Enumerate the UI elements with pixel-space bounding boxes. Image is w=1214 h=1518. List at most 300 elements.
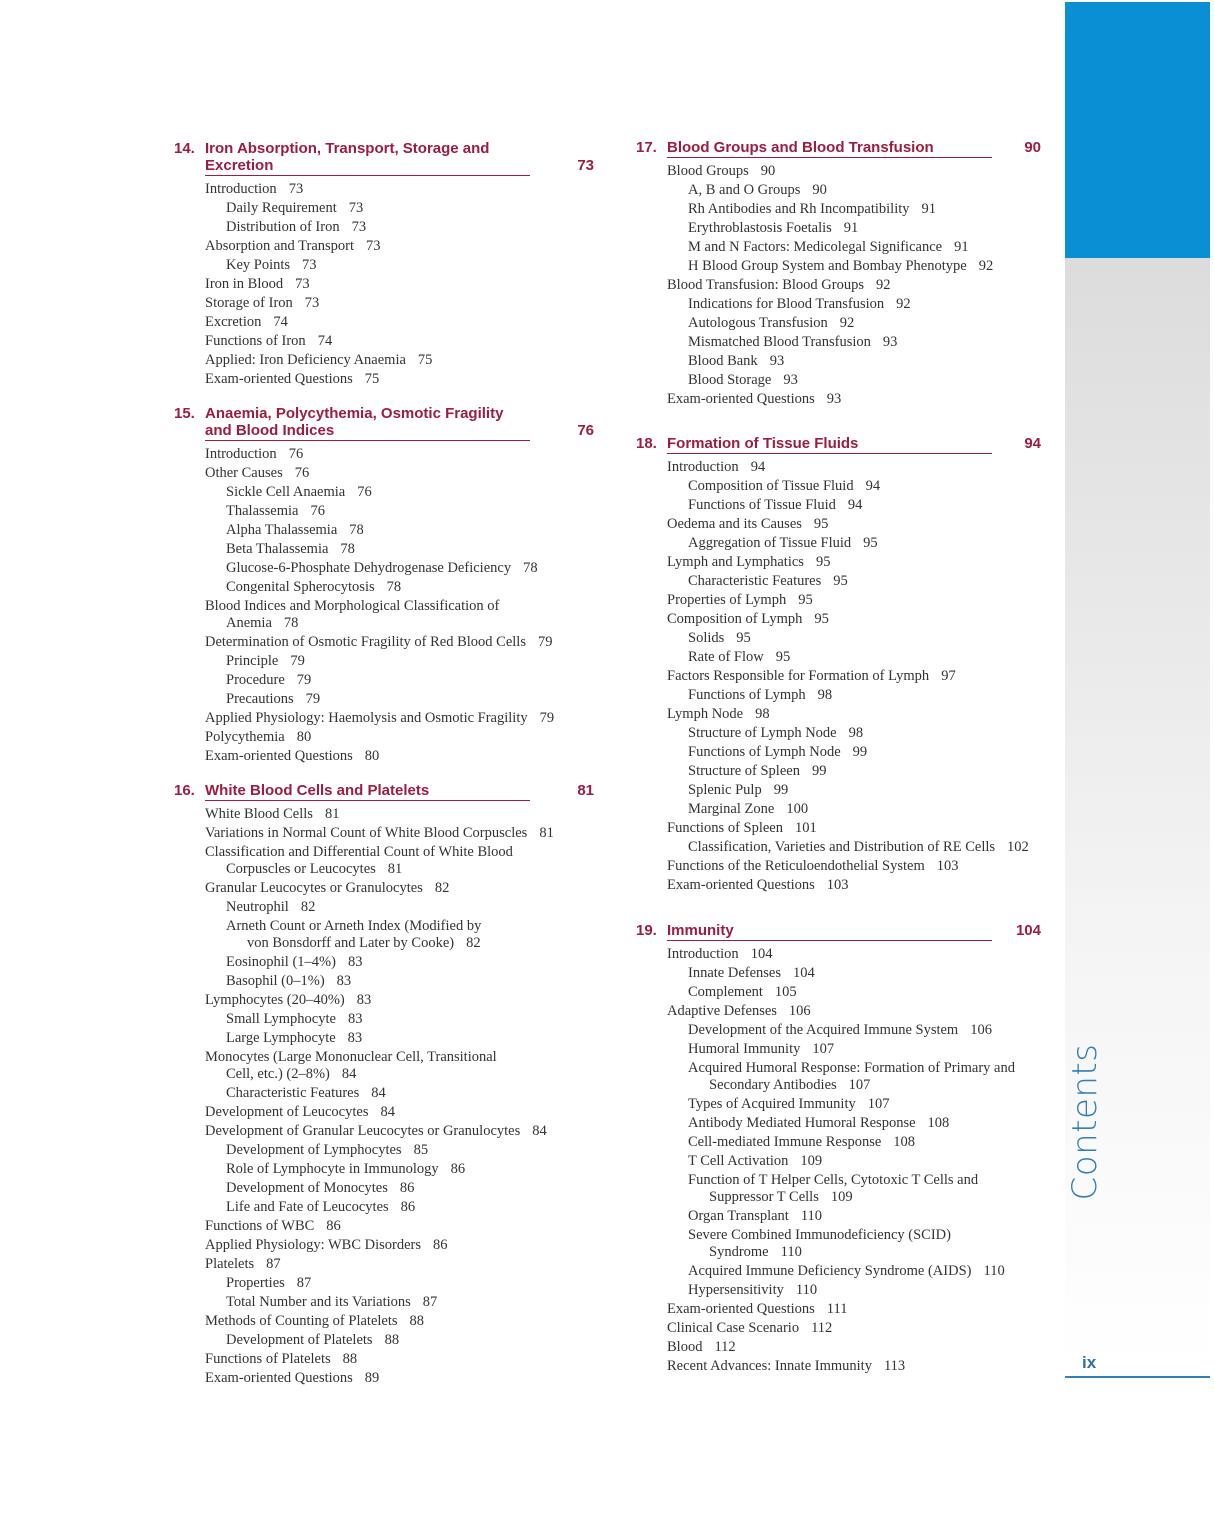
toc-entry[interactable] bbox=[205, 825, 594, 842]
toc-entry-title: Innate Defenses bbox=[688, 965, 781, 981]
toc-entry[interactable] bbox=[667, 573, 1041, 590]
toc-entry-page: 74 bbox=[317, 333, 333, 349]
toc-entry-title: A, B and O Groups bbox=[688, 182, 801, 198]
toc-entry-page: 79 bbox=[305, 691, 321, 707]
toc-entry-title: Iron in Blood bbox=[205, 276, 284, 292]
toc-entry[interactable] bbox=[667, 782, 1041, 799]
toc-entry[interactable] bbox=[205, 1011, 594, 1028]
toc-entry[interactable] bbox=[205, 522, 594, 539]
toc-entry[interactable] bbox=[205, 1332, 594, 1349]
toc-entry[interactable] bbox=[667, 801, 1041, 818]
toc-entry[interactable] bbox=[205, 1256, 594, 1273]
toc-entry-page: 86 bbox=[433, 1237, 448, 1253]
toc-entry[interactable] bbox=[667, 1208, 1041, 1225]
toc-entry-title: Structure of Spleen bbox=[688, 763, 800, 779]
toc-entry-page: 106 bbox=[788, 1003, 811, 1019]
toc-entry[interactable] bbox=[205, 880, 594, 897]
toc-entry-title: Small Lymphocyte bbox=[226, 1011, 336, 1027]
toc-entry[interactable] bbox=[667, 239, 1041, 256]
toc-entry[interactable] bbox=[205, 1104, 594, 1121]
toc-entry[interactable] bbox=[667, 839, 1041, 856]
toc-entry-page: 86 bbox=[450, 1161, 466, 1177]
toc-entry[interactable] bbox=[667, 372, 1041, 389]
toc-entry-title: Blood Transfusion: Blood Groups bbox=[667, 277, 864, 293]
toc-entry-page: 86 bbox=[400, 1199, 416, 1215]
toc-entry[interactable] bbox=[667, 1003, 1041, 1020]
toc-entry-page: 82 bbox=[466, 935, 481, 951]
toc-entry-title: Properties bbox=[226, 1275, 285, 1291]
toc-entry-title: Lymphocytes (20–40%) bbox=[205, 992, 345, 1008]
side-tab-blue-band bbox=[1065, 2, 1210, 258]
toc-entry-page: 83 bbox=[336, 973, 352, 989]
toc-entry[interactable] bbox=[205, 1294, 594, 1311]
toc-entry-title: Properties of Lymph bbox=[667, 592, 787, 608]
toc-entry-title: Procedure bbox=[226, 672, 285, 688]
toc-entry-title: Rh Antibodies and Rh Incompatibility bbox=[688, 201, 910, 217]
toc-entry[interactable] bbox=[667, 1282, 1041, 1299]
toc-entry[interactable] bbox=[205, 200, 594, 217]
toc-entry-title: Types of Acquired Immunity bbox=[688, 1096, 856, 1112]
toc-entry[interactable] bbox=[205, 1180, 594, 1197]
toc-entry-title: Acquired Immune Deficiency Syndrome (AIDS) bbox=[688, 1263, 972, 1279]
chapter-page: 81 bbox=[577, 782, 594, 799]
toc-entry[interactable] bbox=[667, 182, 1041, 199]
toc-entry[interactable] bbox=[205, 1085, 594, 1102]
toc-entry-page: 78 bbox=[349, 522, 364, 538]
toc-entry-page: 92 bbox=[896, 296, 911, 312]
toc-entry-title: Principle bbox=[226, 653, 279, 669]
toc-entry-title: Development of Monocytes bbox=[226, 1180, 388, 1196]
toc-entry[interactable] bbox=[205, 899, 594, 916]
toc-entry-page: 100 bbox=[786, 801, 809, 817]
toc-entry-page: 88 bbox=[409, 1313, 425, 1329]
toc-entry[interactable] bbox=[667, 459, 1041, 476]
toc-entry-page: 73 bbox=[366, 238, 381, 254]
toc-entry-page: 88 bbox=[342, 1351, 358, 1367]
toc-entry-title: Solids bbox=[688, 630, 725, 646]
toc-entry[interactable] bbox=[667, 1153, 1041, 1170]
toc-entry[interactable] bbox=[667, 497, 1041, 514]
toc-entry[interactable] bbox=[205, 653, 594, 670]
toc-entry[interactable] bbox=[667, 163, 1041, 180]
toc-entry-page: 87 bbox=[296, 1275, 312, 1291]
toc-entry-page: 76 bbox=[294, 465, 310, 481]
toc-entry[interactable] bbox=[667, 1060, 1041, 1094]
toc-entry-page: 101 bbox=[795, 820, 817, 836]
toc-entry-page: 109 bbox=[830, 1189, 853, 1205]
toc-entry-title: Applied Physiology: WBC Disorders bbox=[205, 1237, 422, 1253]
toc-entry-title: Splenic Pulp bbox=[688, 782, 762, 798]
toc-entry-title: Blood Storage bbox=[688, 372, 772, 388]
toc-entry-page: 108 bbox=[893, 1134, 916, 1150]
toc-entry[interactable] bbox=[205, 446, 594, 463]
toc-entry[interactable] bbox=[205, 181, 594, 198]
chapter-title[interactable]: Blood Groups and Blood Transfusion bbox=[667, 139, 992, 158]
toc-entry-title: Precautions bbox=[226, 691, 294, 707]
toc-entry-page: 103 bbox=[936, 858, 959, 874]
toc-entry-page: 76 bbox=[357, 484, 372, 500]
toc-entry-title: Indications for Blood Transfusion bbox=[688, 296, 885, 312]
toc-entry-page: 95 bbox=[833, 573, 848, 589]
toc-entry-page: 91 bbox=[921, 201, 937, 217]
toc-entry-title: Humoral Immunity bbox=[688, 1041, 801, 1057]
toc-entry-page: 93 bbox=[769, 353, 785, 369]
chapter-page: 90 bbox=[1024, 139, 1041, 156]
toc-entry-title: Applied: Iron Deficiency Anaemia bbox=[205, 352, 406, 368]
toc-entry[interactable] bbox=[667, 946, 1041, 963]
toc-entry-title: Characteristic Features bbox=[688, 573, 822, 589]
toc-entry-page: 73 bbox=[302, 257, 317, 273]
toc-entry-page: 79 bbox=[290, 653, 305, 669]
toc-entry-title: Introduction bbox=[205, 181, 277, 197]
toc-chapter bbox=[636, 435, 1041, 896]
toc-entry-title: Function of T Helper Cells, Cytotoxic T Cells and bbox=[688, 1172, 979, 1188]
toc-entry-title: Sickle Cell Anaemia bbox=[226, 484, 346, 500]
toc-entry[interactable] bbox=[667, 1227, 1041, 1261]
toc-entry-title: Functions of the Reticuloendothelial System bbox=[667, 858, 925, 874]
toc-entry-page: 98 bbox=[848, 725, 864, 741]
side-tab-gray-band bbox=[1065, 258, 1210, 1368]
toc-entry[interactable] bbox=[205, 973, 594, 990]
toc-entry[interactable] bbox=[667, 353, 1041, 370]
chapter-title[interactable]: Iron Absorption, Transport, Storage and Excretion bbox=[205, 140, 530, 176]
toc-entry-title: Applied Physiology: Haemolysis and Osmotic Fragility bbox=[205, 710, 528, 726]
toc-entry-page: 106 bbox=[970, 1022, 992, 1038]
toc-entry-title: T Cell Activation bbox=[688, 1153, 789, 1169]
toc-entry[interactable] bbox=[205, 1049, 594, 1083]
toc-entry-title: Introduction bbox=[667, 459, 739, 475]
chapter-title[interactable]: Anaemia, Polycythemia, Osmotic Fragility and Blood Indices bbox=[205, 405, 530, 441]
toc-entry[interactable] bbox=[667, 1172, 1041, 1206]
toc-entry-title-continued: Corpuscles or Leucocytes bbox=[226, 861, 376, 877]
toc-entry[interactable] bbox=[667, 554, 1041, 571]
toc-entry[interactable] bbox=[667, 744, 1041, 761]
toc-entry[interactable] bbox=[205, 1161, 594, 1178]
toc-entry-title: Polycythemia bbox=[205, 729, 285, 745]
toc-entry-title: Basophil (0–1%) bbox=[226, 973, 325, 989]
toc-entry-page: 113 bbox=[883, 1358, 906, 1374]
toc-entry-page: 78 bbox=[386, 579, 402, 595]
toc-entry[interactable] bbox=[667, 334, 1041, 351]
toc-entry-page: 83 bbox=[347, 1030, 363, 1046]
toc-entry-page: 98 bbox=[755, 706, 770, 722]
toc-entry[interactable] bbox=[205, 276, 594, 293]
toc-chapter bbox=[636, 922, 1041, 1377]
toc-entry-page: 73 bbox=[348, 200, 364, 216]
toc-entry-title: Aggregation of Tissue Fluid bbox=[688, 535, 852, 551]
toc-entry-page: 107 bbox=[867, 1096, 890, 1112]
toc-entry[interactable] bbox=[205, 465, 594, 482]
toc-entry-title: Functions of Tissue Fluid bbox=[688, 497, 836, 513]
toc-entry-page: 93 bbox=[882, 334, 898, 350]
toc-entry-page: 78 bbox=[283, 615, 299, 631]
chapter-title[interactable]: White Blood Cells and Platelets bbox=[205, 782, 530, 801]
toc-entry[interactable] bbox=[667, 1339, 1041, 1356]
toc-entry[interactable] bbox=[667, 1041, 1041, 1058]
toc-entry[interactable] bbox=[205, 1370, 594, 1387]
toc-entry[interactable] bbox=[205, 1123, 594, 1140]
toc-entry-page: 95 bbox=[815, 554, 831, 570]
toc-entry-page: 94 bbox=[750, 459, 766, 475]
toc-entry-page: 110 bbox=[983, 1263, 1005, 1279]
toc-entry[interactable] bbox=[205, 1142, 594, 1159]
toc-entry-page: 79 bbox=[539, 710, 555, 726]
toc-entry-title: Severe Combined Immunodeficiency (SCID) bbox=[688, 1227, 951, 1243]
chapter-heading[interactable] bbox=[636, 139, 1041, 158]
toc-entry-page: 95 bbox=[798, 592, 813, 608]
toc-chapter bbox=[174, 405, 594, 767]
toc-entry[interactable] bbox=[667, 277, 1041, 294]
toc-entry[interactable] bbox=[667, 1358, 1041, 1375]
toc-entry-title: Large Lymphocyte bbox=[226, 1030, 336, 1046]
toc-entry-title: Functions of Lymph bbox=[688, 687, 806, 703]
toc-entry-title: Development of Lymphocytes bbox=[226, 1142, 402, 1158]
toc-entry-title-continued: von Bonsdorff and Later by Cooke) bbox=[247, 935, 455, 951]
toc-entry-page: 76 bbox=[288, 446, 304, 462]
toc-entry-title-continued: Secondary Antibodies bbox=[709, 1077, 837, 1093]
toc-entry[interactable] bbox=[205, 352, 594, 369]
toc-entry[interactable] bbox=[667, 858, 1041, 875]
toc-entry-page: 91 bbox=[954, 239, 969, 255]
toc-entry[interactable] bbox=[667, 687, 1041, 704]
toc-entry-title: Variations in Normal Count of White Blood Corpuscles bbox=[205, 825, 528, 841]
toc-entry[interactable] bbox=[667, 220, 1041, 237]
toc-entry-title: Composition of Lymph bbox=[667, 611, 803, 627]
toc-entry[interactable] bbox=[205, 238, 594, 255]
toc-entry[interactable] bbox=[667, 965, 1041, 982]
toc-entry-title: Monocytes (Large Mononuclear Cell, Transitional bbox=[205, 1049, 497, 1065]
toc-entry[interactable] bbox=[667, 706, 1041, 723]
toc-entry-title: Functions of Lymph Node bbox=[688, 744, 841, 760]
toc-entry-title: Exam-oriented Questions bbox=[667, 1301, 815, 1317]
toc-entry-page: 73 bbox=[295, 276, 310, 292]
toc-entry[interactable] bbox=[667, 611, 1041, 628]
toc-entry[interactable] bbox=[667, 201, 1041, 218]
toc-entry[interactable] bbox=[667, 1320, 1041, 1337]
toc-entry-page: 99 bbox=[773, 782, 789, 798]
toc-entry[interactable] bbox=[667, 668, 1041, 685]
page-number-rule bbox=[1065, 1376, 1210, 1378]
toc-entry[interactable] bbox=[205, 954, 594, 971]
toc-entry-title: Exam-oriented Questions bbox=[667, 391, 815, 407]
toc-entry-page: 98 bbox=[817, 687, 833, 703]
toc-entry[interactable] bbox=[205, 992, 594, 1009]
toc-entry[interactable] bbox=[205, 314, 594, 331]
page-number: ix bbox=[1082, 1353, 1097, 1372]
toc-chapter bbox=[174, 140, 594, 390]
toc-entry-title: White Blood Cells bbox=[205, 806, 313, 822]
toc-entry-title: Oedema and its Causes bbox=[667, 516, 802, 532]
toc-entry-page: 92 bbox=[876, 277, 891, 293]
toc-entry-title: Excretion bbox=[205, 314, 262, 330]
toc-entry-page: 83 bbox=[347, 1011, 363, 1027]
toc-entry[interactable] bbox=[667, 877, 1041, 894]
toc-entry[interactable] bbox=[205, 1351, 594, 1368]
toc-entry[interactable] bbox=[667, 820, 1041, 837]
chapter-page: 94 bbox=[1024, 435, 1041, 452]
toc-entry[interactable] bbox=[667, 1263, 1041, 1280]
toc-entry[interactable] bbox=[667, 763, 1041, 780]
toc-entry-page: 78 bbox=[523, 560, 538, 576]
toc-entry-page: 93 bbox=[783, 372, 798, 388]
toc-entry-title: Storage of Iron bbox=[205, 295, 293, 311]
toc-entry[interactable] bbox=[205, 918, 594, 952]
chapter-title[interactable]: Formation of Tissue Fluids bbox=[667, 435, 992, 454]
toc-entry[interactable] bbox=[667, 1115, 1041, 1132]
toc-entry[interactable] bbox=[667, 296, 1041, 313]
toc-entry-page: 79 bbox=[296, 672, 312, 688]
toc-entry-title: Eosinophil (1–4%) bbox=[226, 954, 336, 970]
toc-entry[interactable] bbox=[205, 844, 594, 878]
toc-entry[interactable] bbox=[205, 503, 594, 520]
toc-entry-title: Development of Granular Leucocytes or Granulocytes bbox=[205, 1123, 521, 1139]
toc-entry-title: Blood Groups bbox=[667, 163, 749, 179]
toc-entry-page: 90 bbox=[812, 182, 827, 198]
toc-entry-title: Recent Advances: Innate Immunity bbox=[667, 1358, 872, 1374]
toc-entry-page: 95 bbox=[775, 649, 791, 665]
toc-entry[interactable] bbox=[667, 1096, 1041, 1113]
toc-entry-page: 97 bbox=[941, 668, 956, 684]
toc-entry-title: Acquired Humoral Response: Formation of Primary and bbox=[688, 1060, 1015, 1076]
toc-entry-page: 84 bbox=[532, 1123, 547, 1139]
toc-entry[interactable] bbox=[205, 672, 594, 689]
toc-entry-title: Exam-oriented Questions bbox=[667, 877, 815, 893]
toc-entry[interactable] bbox=[667, 630, 1041, 647]
toc-entry-title: Exam-oriented Questions bbox=[205, 371, 353, 387]
toc-entry[interactable] bbox=[205, 634, 594, 651]
toc-entry-page: 81 bbox=[539, 825, 554, 841]
toc-entry-page: 95 bbox=[813, 516, 829, 532]
toc-entry-page: 102 bbox=[1007, 839, 1029, 855]
toc-entry[interactable] bbox=[205, 1313, 594, 1330]
toc-entry[interactable] bbox=[205, 1199, 594, 1216]
chapter-heading[interactable] bbox=[636, 435, 1041, 454]
toc-entry-page: 84 bbox=[371, 1085, 386, 1101]
toc-entry[interactable] bbox=[667, 984, 1041, 1001]
toc-entry-page: 99 bbox=[852, 744, 868, 760]
toc-entry-page: 86 bbox=[399, 1180, 415, 1196]
toc-entry[interactable] bbox=[205, 560, 594, 577]
toc-entry-title: Exam-oriented Questions bbox=[205, 1370, 353, 1386]
toc-entry-page: 78 bbox=[340, 541, 355, 557]
toc-entry-title: Erythroblastosis Foetalis bbox=[688, 220, 832, 236]
toc-entry[interactable] bbox=[205, 219, 594, 236]
toc-entry[interactable] bbox=[667, 1301, 1041, 1318]
toc-entry-title: Development of Leucocytes bbox=[205, 1104, 369, 1120]
toc-entry[interactable] bbox=[667, 1134, 1041, 1151]
toc-entry-page: 93 bbox=[826, 391, 842, 407]
toc-entry-title: M and N Factors: Medicolegal Significance bbox=[688, 239, 943, 255]
toc-entry-title: Glucose-6-Phosphate Dehydrogenase Deficiency bbox=[226, 560, 512, 576]
toc-entry-title: Factors Responsible for Formation of Lymph bbox=[667, 668, 930, 684]
toc-entry-title-continued: Syndrome bbox=[709, 1244, 769, 1260]
toc-entry[interactable] bbox=[205, 579, 594, 596]
toc-entry-page: 73 bbox=[351, 219, 367, 235]
toc-entry[interactable] bbox=[205, 691, 594, 708]
toc-entry-page: 110 bbox=[800, 1208, 823, 1224]
toc-entry-page: 99 bbox=[811, 763, 827, 779]
chapter-heading[interactable] bbox=[174, 405, 594, 441]
toc-entry[interactable] bbox=[205, 371, 594, 388]
toc-entry-title-continued: Suppressor T Cells bbox=[709, 1189, 819, 1205]
toc-entry-title: Exam-oriented Questions bbox=[205, 748, 353, 764]
toc-entry[interactable] bbox=[667, 535, 1041, 552]
toc-entry[interactable] bbox=[205, 295, 594, 312]
toc-entry[interactable] bbox=[205, 333, 594, 350]
toc-entry-page: 108 bbox=[927, 1115, 950, 1131]
toc-entry-title: Platelets bbox=[205, 1256, 255, 1272]
toc-entry[interactable] bbox=[205, 748, 594, 765]
toc-entry[interactable] bbox=[205, 806, 594, 823]
chapter-heading[interactable] bbox=[174, 782, 594, 801]
toc-entry-title: Beta Thalassemia bbox=[226, 541, 329, 557]
chapter-title[interactable]: Immunity bbox=[667, 922, 992, 941]
toc-entry-page: 95 bbox=[863, 535, 878, 551]
chapter-number: 16. bbox=[174, 782, 195, 799]
toc-entry[interactable] bbox=[205, 541, 594, 558]
toc-entry-title: Other Causes bbox=[205, 465, 283, 481]
toc-entry-title: Composition of Tissue Fluid bbox=[688, 478, 854, 494]
toc-entry[interactable] bbox=[667, 725, 1041, 742]
toc-entry-title: Daily Requirement bbox=[226, 200, 337, 216]
toc-entry[interactable] bbox=[205, 257, 594, 274]
toc-entry-title: Marginal Zone bbox=[688, 801, 775, 817]
toc-entry-title: Functions of Spleen bbox=[667, 820, 783, 836]
toc-entry[interactable] bbox=[667, 516, 1041, 533]
toc-entry-page: 87 bbox=[266, 1256, 281, 1272]
toc-entry-title: Adaptive Defenses bbox=[667, 1003, 777, 1019]
chapter-page: 73 bbox=[577, 157, 594, 174]
toc-entry-page: 103 bbox=[826, 877, 849, 893]
toc-entry-title: Alpha Thalassemia bbox=[226, 522, 338, 538]
toc-entry[interactable] bbox=[205, 1030, 594, 1047]
chapter-heading[interactable] bbox=[174, 140, 594, 176]
toc-entry[interactable] bbox=[205, 710, 594, 727]
toc-entry[interactable] bbox=[667, 649, 1041, 666]
toc-entry[interactable] bbox=[667, 258, 1041, 275]
toc-entry-page: 83 bbox=[356, 992, 372, 1008]
toc-entry-page: 82 bbox=[300, 899, 316, 915]
toc-entry-page: 81 bbox=[387, 861, 403, 877]
toc-entry[interactable] bbox=[667, 391, 1041, 408]
toc-entry-page: 112 bbox=[714, 1339, 736, 1355]
toc-entry-page: 107 bbox=[848, 1077, 871, 1093]
toc-entry[interactable] bbox=[205, 598, 594, 632]
toc-entry[interactable] bbox=[205, 484, 594, 501]
toc-entry[interactable] bbox=[667, 478, 1041, 495]
toc-entry-page: 91 bbox=[843, 220, 859, 236]
toc-entry-title: Functions of Iron bbox=[205, 333, 306, 349]
section-side-title: Contents bbox=[1065, 1043, 1105, 1201]
toc-entry-title: Determination of Osmotic Fragility of Red Blood Cells bbox=[205, 634, 526, 650]
toc-entry-title: Lymph Node bbox=[667, 706, 744, 722]
toc-entry[interactable] bbox=[667, 1022, 1041, 1039]
toc-entry[interactable] bbox=[667, 592, 1041, 609]
toc-entry-page: 89 bbox=[364, 1370, 380, 1386]
chapter-number: 14. bbox=[174, 140, 195, 157]
toc-entry-title: Lymph and Lymphatics bbox=[667, 554, 804, 570]
toc-entry-title: Introduction bbox=[205, 446, 277, 462]
toc-entry[interactable] bbox=[205, 729, 594, 746]
toc-chapter bbox=[174, 782, 594, 1389]
toc-entry-page: 83 bbox=[347, 954, 363, 970]
chapter-heading[interactable] bbox=[636, 922, 1041, 941]
toc-entry-page: 87 bbox=[422, 1294, 438, 1310]
toc-entry[interactable] bbox=[205, 1275, 594, 1292]
toc-entry[interactable] bbox=[667, 315, 1041, 332]
toc-entry[interactable] bbox=[205, 1218, 594, 1235]
toc-entry[interactable] bbox=[205, 1237, 594, 1254]
